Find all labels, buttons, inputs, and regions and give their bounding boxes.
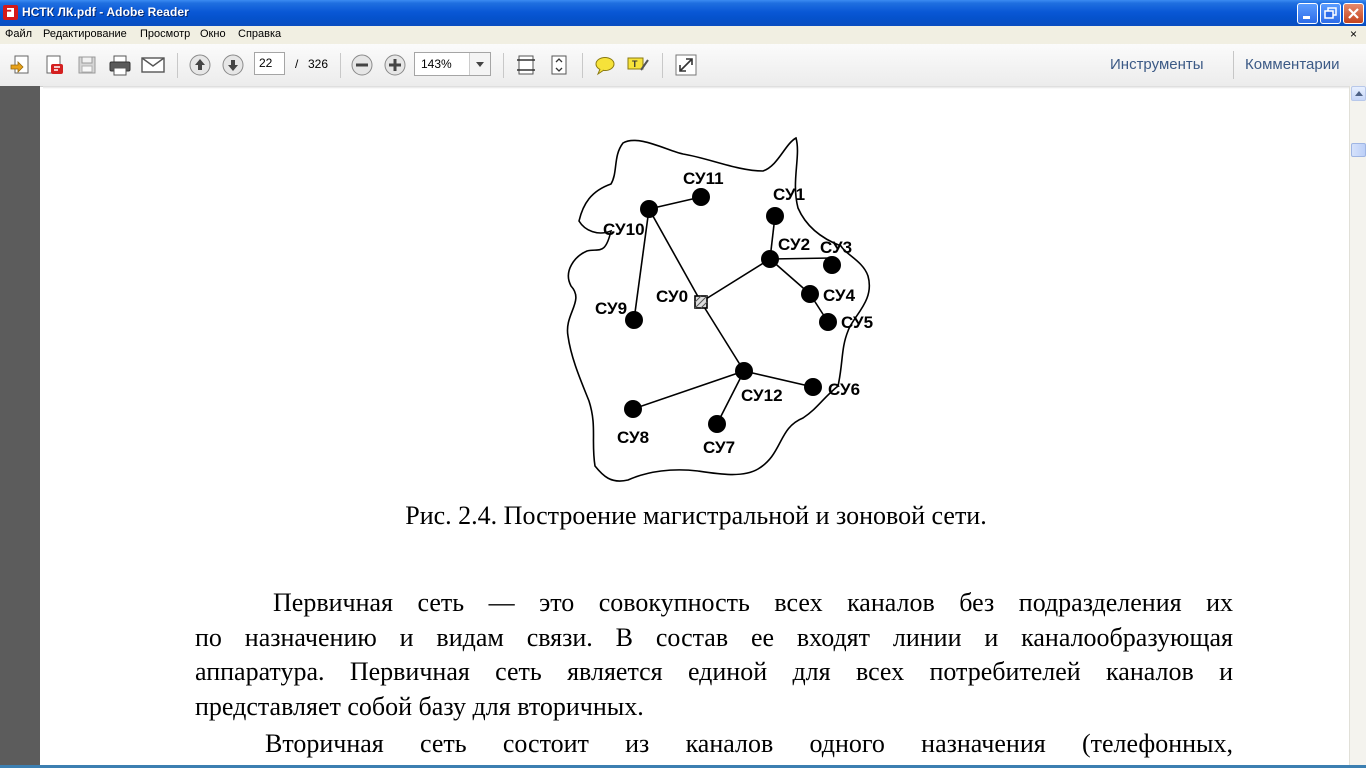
minus-icon — [350, 53, 374, 77]
fit-width-button[interactable] — [513, 52, 539, 78]
paragraph-line: Вторичная сеть состоит из каналов одного назначения (телефонных, — [265, 729, 1233, 758]
node-cu3 — [823, 256, 841, 274]
label-cu7: СУ7 — [703, 438, 736, 457]
document-view[interactable] — [43, 86, 1349, 768]
svg-text:T: T — [632, 59, 638, 69]
open-file-icon — [9, 53, 33, 77]
page-top-shadow — [43, 86, 1349, 89]
label-cu4: СУ4 — [823, 286, 856, 305]
zoom-value: 143% — [421, 57, 452, 71]
node-cu12 — [735, 362, 753, 380]
label-cu0: СУ0 — [656, 287, 689, 306]
link-cu12-cu6 — [744, 371, 813, 387]
paragraph — [195, 586, 1233, 724]
expand-icon — [674, 53, 698, 77]
node-cu7 — [708, 415, 726, 433]
adobe-reader-icon — [3, 5, 18, 20]
close-document-button[interactable]: × — [1350, 27, 1358, 41]
previous-page-button[interactable] — [187, 52, 213, 78]
menu-bar — [0, 26, 1366, 44]
node-cu8 — [624, 400, 642, 418]
menu-view[interactable]: Просмотр — [140, 28, 191, 40]
fit-page-button[interactable] — [546, 52, 572, 78]
zoom-in-button[interactable] — [382, 52, 408, 78]
network-links — [633, 197, 832, 424]
page-separator: / — [295, 57, 299, 71]
fit-width-icon — [515, 53, 537, 77]
node-cu0 — [695, 296, 707, 308]
menu-edit[interactable]: Редактирование — [43, 28, 127, 40]
title-bar — [0, 0, 1366, 26]
label-cu5: СУ5 — [841, 313, 874, 332]
label-cu10: СУ10 — [603, 220, 645, 239]
node-cu4 — [801, 285, 819, 303]
plus-icon — [383, 53, 407, 77]
envelope-icon — [140, 55, 166, 75]
minimize-icon — [1298, 4, 1317, 23]
paragraph-line: Первичная сеть — это совокупность всех каналов без подразделения их — [273, 588, 1233, 617]
next-page-button[interactable] — [220, 52, 246, 78]
menu-help[interactable]: Справка — [238, 28, 282, 40]
highlighter-icon — [626, 54, 650, 76]
total-pages: 326 — [308, 57, 329, 71]
comments-pane-button[interactable]: Комментарии — [1245, 56, 1340, 73]
node-cu2 — [761, 250, 779, 268]
label-cu2: СУ2 — [778, 235, 811, 254]
close-button[interactable] — [1343, 3, 1364, 24]
node-cu11 — [692, 188, 710, 206]
vertical-scrollbar[interactable] — [1349, 86, 1366, 768]
scroll-up-button[interactable] — [1351, 86, 1366, 101]
figure-caption: Рис. 2.4. Построение магистральной и зоновой сети. — [405, 501, 987, 530]
paragraph-line: представляет собой базу для вторичных. — [195, 691, 644, 721]
minimize-button[interactable] — [1297, 3, 1318, 24]
print-button[interactable] — [107, 52, 133, 78]
email-button[interactable] — [140, 52, 166, 78]
scroll-thumb[interactable] — [1351, 143, 1366, 157]
add-comment-button[interactable] — [592, 52, 618, 78]
save-icon — [76, 54, 98, 76]
label-cu3: СУ3 — [820, 238, 853, 257]
save-button[interactable] — [74, 52, 100, 78]
toolbar-separator — [662, 53, 663, 78]
paragraph — [195, 727, 1233, 762]
toolbar-separator — [503, 53, 504, 78]
link-cu0-cu12 — [701, 302, 744, 371]
link-cu0-cu2 — [701, 259, 770, 302]
navigation-pane-border — [0, 86, 40, 768]
label-cu8: СУ8 — [617, 428, 650, 447]
label-cu11: СУ11 — [683, 169, 724, 188]
create-pdf-button[interactable] — [41, 52, 67, 78]
zoom-out-button[interactable] — [349, 52, 375, 78]
network-figure — [523, 136, 923, 486]
printer-icon — [108, 53, 132, 77]
menu-file[interactable]: Файл — [5, 28, 33, 40]
create-pdf-icon — [42, 53, 66, 77]
arrow-down-icon — [221, 53, 245, 77]
label-cu9: СУ9 — [595, 299, 628, 318]
toolbar-separator — [177, 53, 178, 78]
link-cu2-cu3 — [770, 258, 832, 259]
comment-bubble-icon — [593, 54, 617, 76]
tools-pane-button[interactable]: Инструменты — [1110, 56, 1204, 73]
open-button[interactable] — [8, 52, 34, 78]
paragraph-line: аппаратура. Первичная сеть является единой для всех потребителей каналов и — [195, 657, 1233, 686]
arrow-up-icon — [188, 53, 212, 77]
label-cu6: СУ6 — [828, 380, 861, 399]
toolbar-separator — [340, 53, 341, 78]
label-cu12: СУ12 — [741, 386, 783, 405]
paragraph-line: по назначению и видам связи. В состав ее входят линии и каналообразующая — [195, 622, 1233, 652]
toolbar-separator — [582, 53, 583, 78]
window-title: НСТК ЛК.pdf - Adobe Reader — [22, 5, 189, 19]
node-cu6 — [804, 378, 822, 396]
restore-button[interactable] — [1320, 3, 1341, 24]
fit-page-icon — [548, 53, 570, 77]
toolbar-separator — [1233, 51, 1234, 79]
zoom-select[interactable] — [414, 52, 491, 76]
node-cu10 — [640, 200, 658, 218]
menu-window[interactable]: Окно — [200, 28, 226, 40]
node-cu5 — [819, 313, 837, 331]
chevron-down-icon[interactable] — [469, 53, 490, 75]
page-number-input[interactable]: 22 — [254, 52, 285, 75]
node-cu1 — [766, 207, 784, 225]
highlight-text-button[interactable] — [625, 52, 651, 78]
full-screen-button[interactable] — [673, 52, 699, 78]
node-cu9 — [625, 311, 643, 329]
close-icon — [1344, 4, 1363, 23]
label-cu1: СУ1 — [773, 185, 806, 204]
restore-icon — [1321, 4, 1340, 23]
